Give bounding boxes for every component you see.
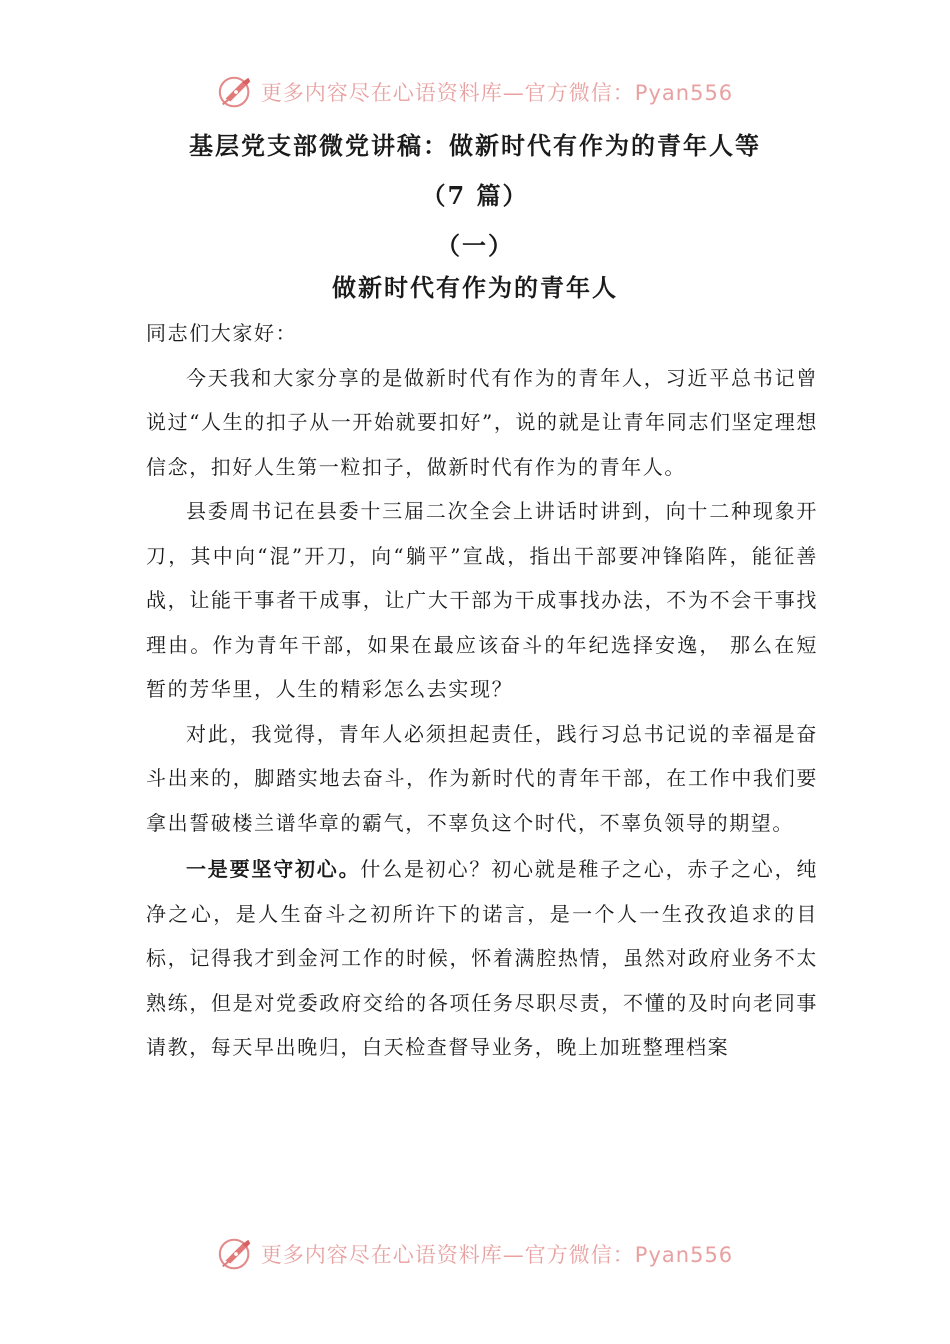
watermark-text: 更多内容尽在心语资料库—官方微信：Pyan556 bbox=[260, 81, 734, 105]
section-title: 做新时代有作为的青年人 bbox=[332, 273, 618, 302]
watermark-bottom bbox=[0, 1232, 950, 1276]
paragraph-3: 对此，我觉得，青年人必须担起责任，践行习总书记说的幸福是奋斗出来的，脚踏实地去奋斗，作为新时代的青年干部，在工作中我们要拿出誓破楼兰谱华章的霸气，不辜负这个时代，不辜负领导的期望。 bbox=[146, 721, 818, 835]
section-number: （一） bbox=[436, 231, 514, 260]
greeting: 同志们大家好： bbox=[146, 321, 298, 345]
pen-nib-logo-icon bbox=[217, 1235, 255, 1273]
point-1-lead: 一是要坚守初心。 bbox=[186, 857, 361, 881]
document-body bbox=[146, 311, 818, 1070]
document-title-count: （7 篇） bbox=[421, 181, 529, 210]
watermark-text: 更多内容尽在心语资料库—官方微信：Pyan556 bbox=[260, 1243, 734, 1267]
paragraph-2: 县委周书记在县委十三届二次全会上讲话时讲到，向十二种现象开刀，其中向“混”开刀，向“躺平”宣战，指出干部要冲锋陷阵，能征善战，让能干事者干成事，让广大干部为干成事找办法，不为不会干事找理由。作为青年干部，如果在最应该奋斗的年纪选择安逸， 那么在短暂的芳华里，人生的精彩怎么去实现？ bbox=[146, 499, 818, 701]
point-1-text: 什么是初心？初心就是稚子之心，赤子之心，纯净之心，是人生奋斗之初所许下的诺言，是一个人一生孜孜追求的目标，记得我才到金河工作的时候，怀着满腔热情，虽然对政府业务不太熟练，但是对党委政府交给的各项任务尽职尽责，不懂的及时向老同事请教，每天早出晚归，白天检查督导业务，晚上加班整理档案 bbox=[146, 857, 818, 1059]
pen-nib-logo-icon bbox=[217, 73, 255, 111]
watermark-top bbox=[0, 70, 950, 114]
paragraph-1: 今天我和大家分享的是做新时代有作为的青年人，习近平总书记曾说过“人生的扣子从一开始就要扣好”，说的就是让青年同志们坚定理想信念，扣好人生第一粒扣子，做新时代有作为的青年人。 bbox=[146, 365, 818, 479]
document-title: 基层党支部微党讲稿：做新时代有作为的青年人等 bbox=[189, 131, 761, 160]
paragraph-point-1 bbox=[146, 847, 818, 1070]
